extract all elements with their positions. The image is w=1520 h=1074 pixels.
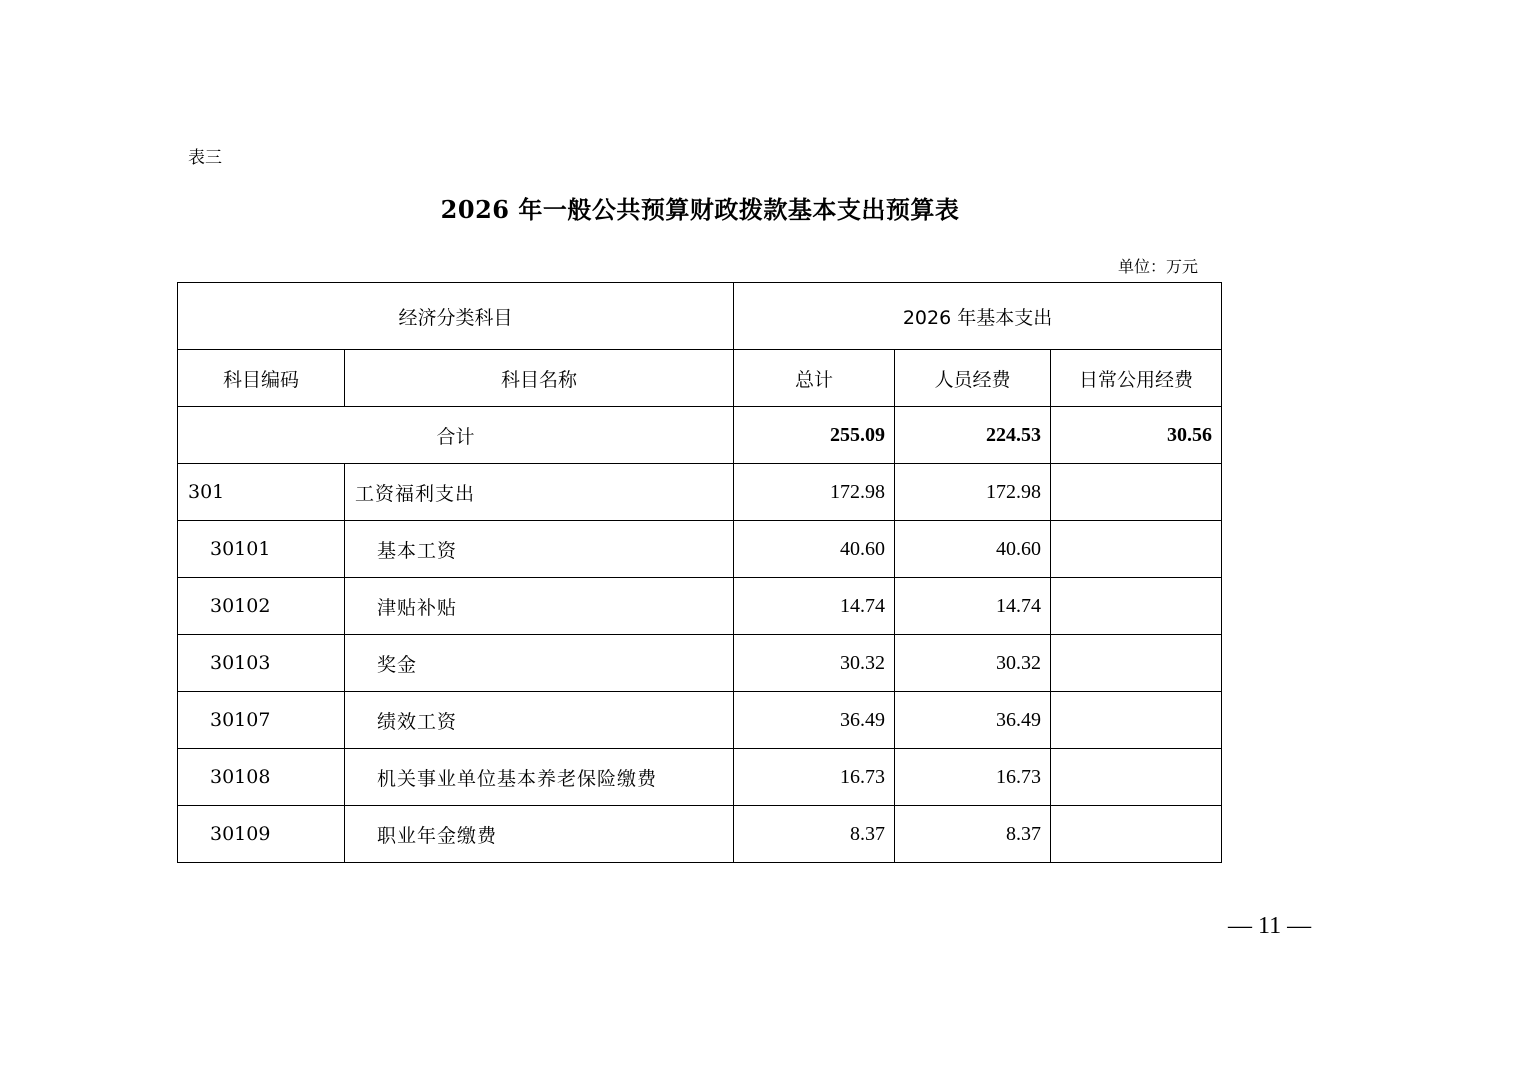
row-name: 基本工资 <box>345 521 734 578</box>
row-public <box>1051 806 1222 863</box>
row-personnel: 36.49 <box>895 692 1051 749</box>
table-row <box>178 635 1222 692</box>
header-row-2 <box>178 350 1222 407</box>
row-personnel: 172.98 <box>895 464 1051 521</box>
row-personnel: 40.60 <box>895 521 1051 578</box>
header-name: 科目名称 <box>345 350 734 407</box>
row-total: 36.49 <box>734 692 895 749</box>
table-label: 表三 <box>188 148 222 168</box>
row-total: 8.37 <box>734 806 895 863</box>
row-personnel: 8.37 <box>895 806 1051 863</box>
row-name: 机关事业单位基本养老保险缴费 <box>345 749 734 806</box>
row-public <box>1051 692 1222 749</box>
header-basic-expenditure: 2026 年基本支出 <box>734 283 1222 350</box>
row-code: 30109 <box>178 806 345 863</box>
table-row <box>178 464 1222 521</box>
budget-table <box>177 282 1222 863</box>
row-public <box>1051 521 1222 578</box>
row-total: 14.74 <box>734 578 895 635</box>
header-row-1 <box>178 283 1222 350</box>
row-total: 40.60 <box>734 521 895 578</box>
table-row <box>178 806 1222 863</box>
table-row <box>178 578 1222 635</box>
row-total: 30.32 <box>734 635 895 692</box>
row-name: 奖金 <box>345 635 734 692</box>
row-personnel: 14.74 <box>895 578 1051 635</box>
total-public: 30.56 <box>1051 407 1222 464</box>
row-personnel: 30.32 <box>895 635 1051 692</box>
row-name: 津贴补贴 <box>345 578 734 635</box>
row-public <box>1051 578 1222 635</box>
page-number: — 11 — <box>1228 913 1312 939</box>
row-public <box>1051 635 1222 692</box>
row-code: 301 <box>178 464 345 521</box>
unit-label: 单位：万元 <box>1118 257 1199 276</box>
total-row <box>178 407 1222 464</box>
row-public <box>1051 749 1222 806</box>
row-code: 30103 <box>178 635 345 692</box>
page-title: 2026 年一般公共预算财政拨款基本支出预算表 <box>440 195 960 224</box>
row-name: 职业年金缴费 <box>345 806 734 863</box>
header-total: 总计 <box>734 350 895 407</box>
row-public <box>1051 464 1222 521</box>
header-public: 日常公用经费 <box>1051 350 1222 407</box>
row-name: 工资福利支出 <box>345 464 734 521</box>
row-code: 30101 <box>178 521 345 578</box>
table-row <box>178 749 1222 806</box>
total-sum: 255.09 <box>734 407 895 464</box>
row-code: 30102 <box>178 578 345 635</box>
row-personnel: 16.73 <box>895 749 1051 806</box>
total-label: 合计 <box>178 407 734 464</box>
row-name: 绩效工资 <box>345 692 734 749</box>
row-code: 30107 <box>178 692 345 749</box>
row-total: 16.73 <box>734 749 895 806</box>
table-row <box>178 521 1222 578</box>
header-personnel: 人员经费 <box>895 350 1051 407</box>
header-econ-category: 经济分类科目 <box>178 283 734 350</box>
row-total: 172.98 <box>734 464 895 521</box>
total-personnel: 224.53 <box>895 407 1051 464</box>
table-row <box>178 692 1222 749</box>
header-code: 科目编码 <box>178 350 345 407</box>
row-code: 30108 <box>178 749 345 806</box>
